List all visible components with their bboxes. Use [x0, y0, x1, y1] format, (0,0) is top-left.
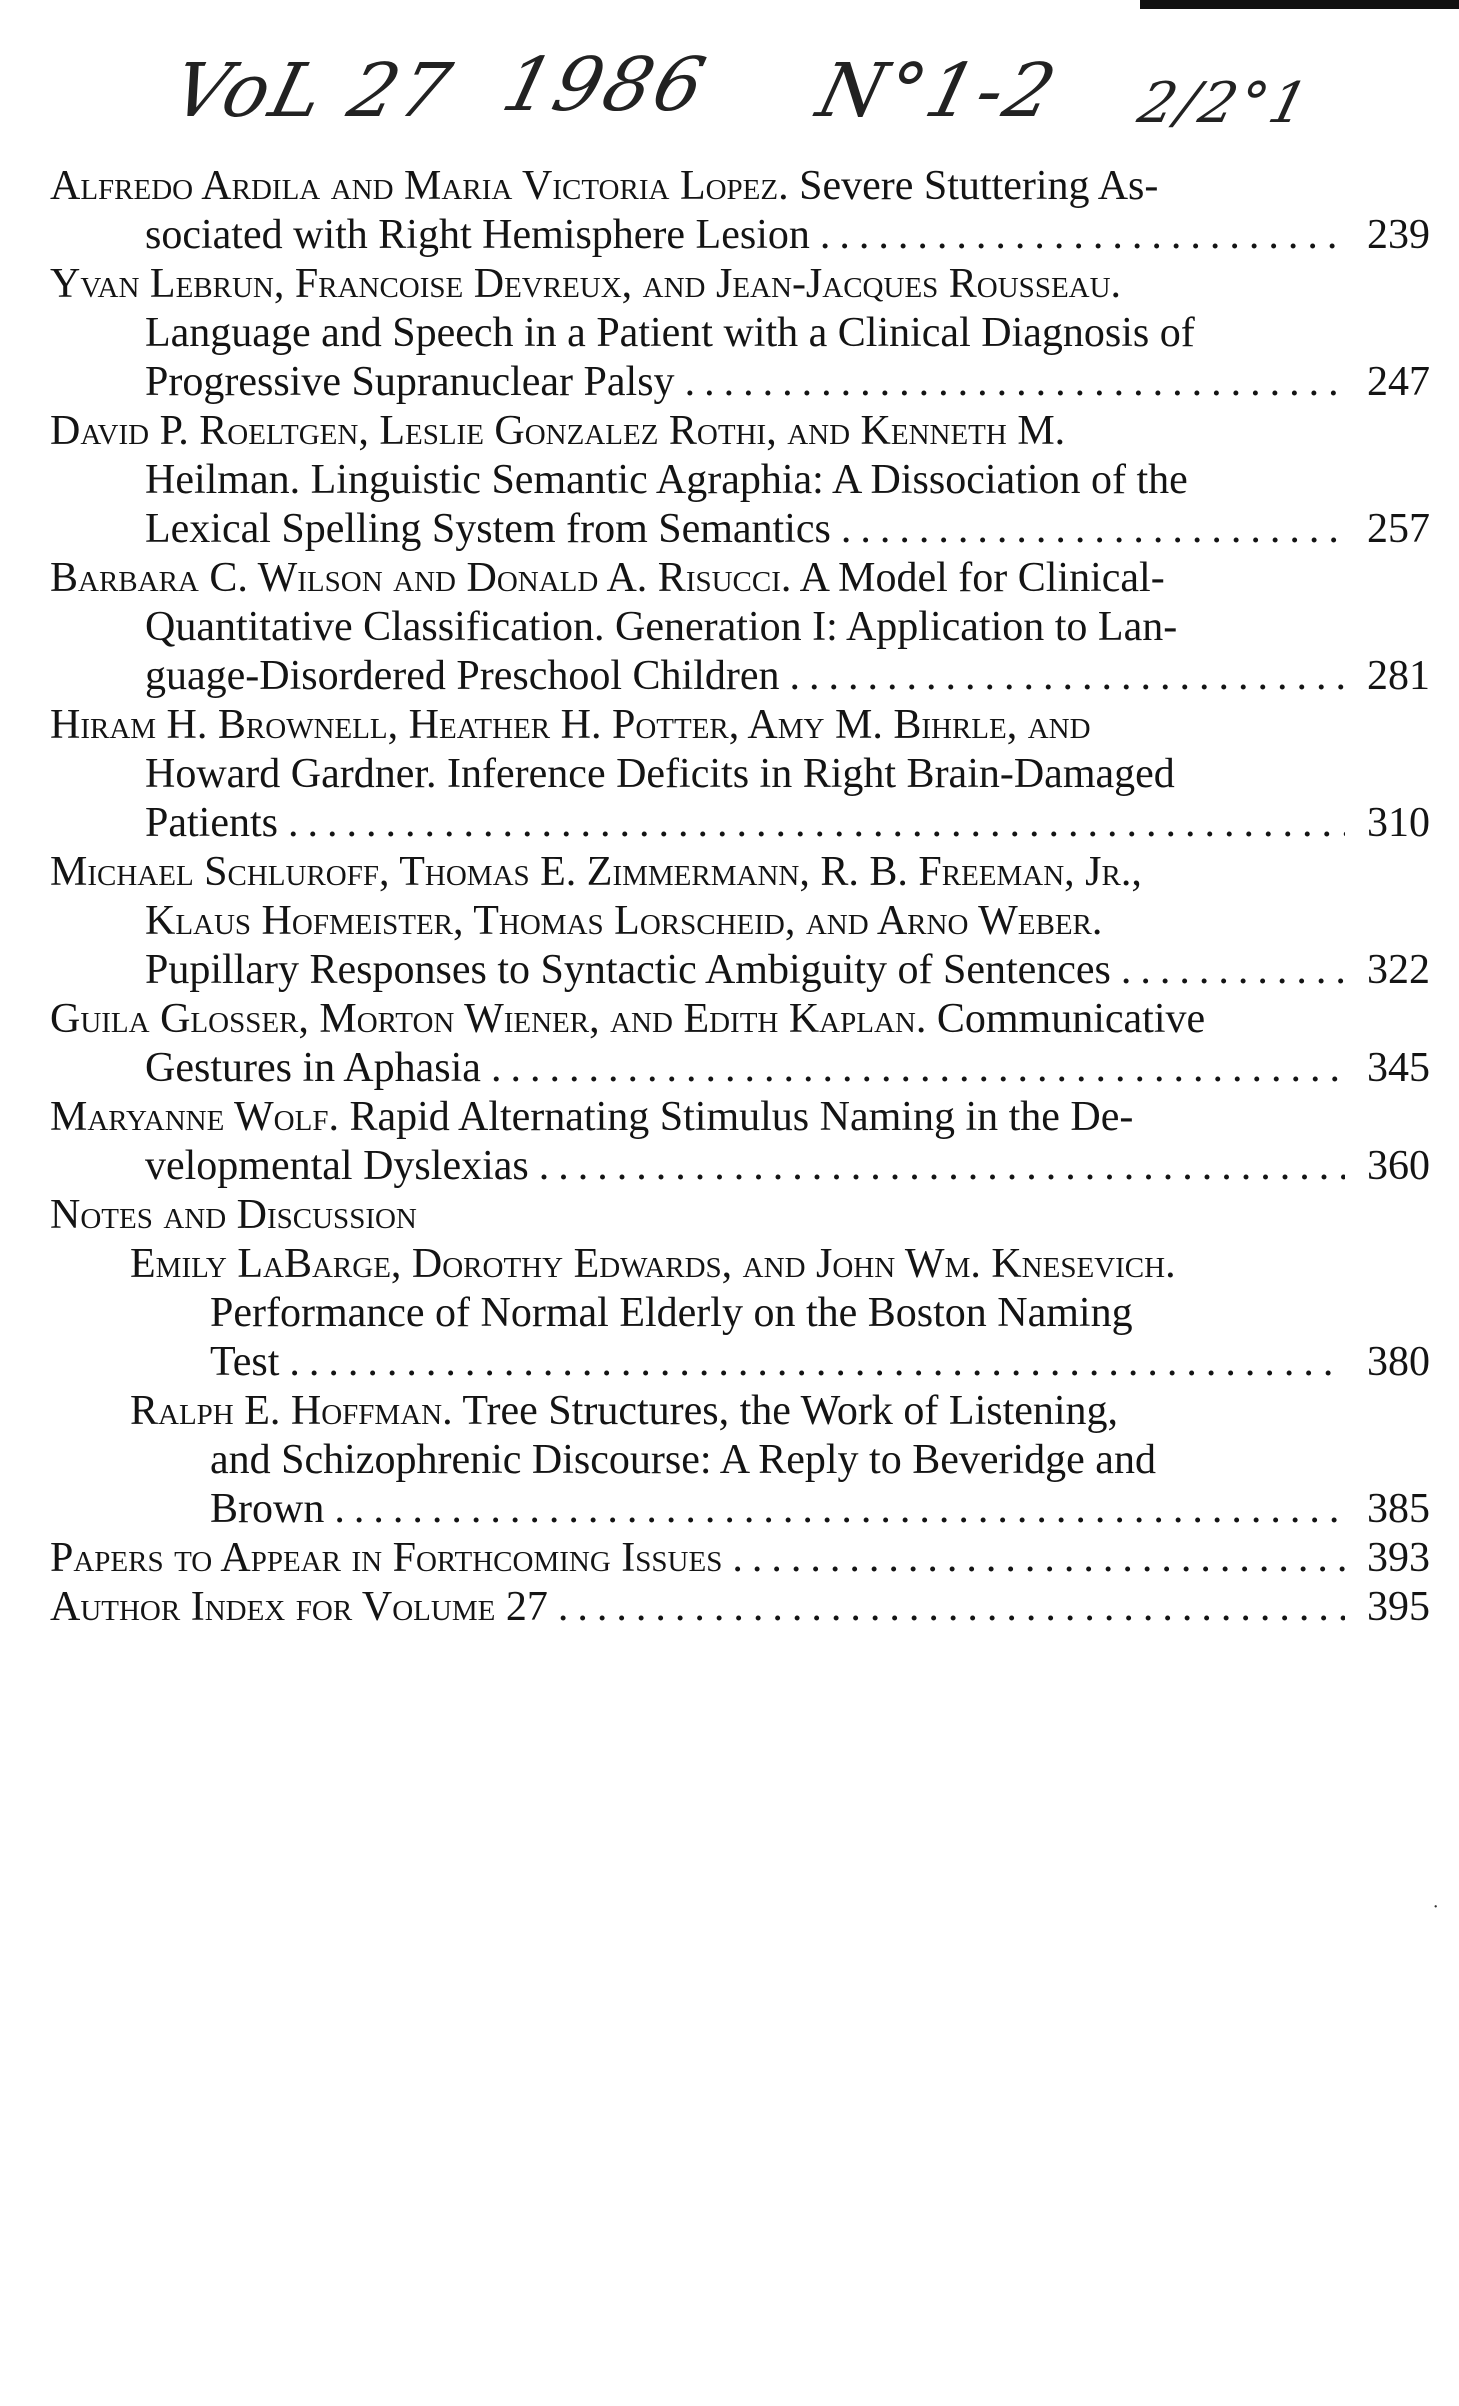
entry-title-end: Patients [145, 800, 278, 846]
dot-leader [558, 1583, 1345, 1632]
dot-leader [841, 505, 1345, 554]
entry-title-end: sociated with Right Hemisphere Lesion [145, 212, 810, 258]
page-number: 380 [1367, 1339, 1430, 1385]
entry-title: Language and Speech in a Patient with a Clinical Diagnosis of [145, 310, 1195, 356]
page-number: 345 [1367, 1045, 1430, 1091]
dot-leader [790, 652, 1346, 701]
page-number: 322 [1367, 947, 1430, 993]
entry-title: Tree Structures, the Work of Listening, [462, 1388, 1119, 1434]
entry-authors: Michael Schluroff, Thomas E. Zimmermann, R. B. Freeman, Jr., [50, 849, 1142, 895]
entry-title: Heilman. Linguistic Semantic Agraphia: A Dissociation of the [145, 457, 1188, 503]
entry-title-end: Progressive Supranuclear Palsy [145, 359, 675, 405]
page-number: 247 [1367, 359, 1430, 405]
toc-entry-brownell[interactable] [50, 701, 1430, 848]
notes-section-heading [50, 1191, 1430, 1240]
entry-authors: Guila Glosser, Morton Wiener, and Edith Kaplan. [50, 996, 927, 1042]
page-number: 257 [1367, 506, 1430, 552]
entry-authors: Barbara C. Wilson and Donald A. Risucci. [50, 555, 792, 601]
entry-authors: Ralph E. Hoffman. [130, 1388, 453, 1434]
entry-title: Severe Stuttering As- [799, 163, 1159, 209]
top-edge-rule [1140, 0, 1459, 9]
dot-leader [1121, 946, 1345, 995]
entry-authors-continued: Klaus Hofmeister, Thomas Lorscheid, and Arno Weber. [145, 898, 1103, 944]
entry-authors: David P. Roeltgen, Leslie Gonzalez Rothi, and Kenneth M. [50, 408, 1066, 454]
entry-authors: Yvan Lebrun, Francoise Devreux, and Jean-Jacques Rousseau. [50, 261, 1122, 307]
page-number: 310 [1367, 800, 1430, 846]
entry-title-end: Brown [210, 1486, 325, 1532]
handwritten-year: 1986 [494, 42, 717, 128]
entry-title-end: guage-Disordered Preschool Children [145, 653, 780, 699]
page-number: 281 [1367, 653, 1430, 699]
entry-title-end: Pupillary Responses to Syntactic Ambiguity of Sentences [145, 947, 1111, 993]
dot-leader [288, 799, 1345, 848]
dot-leader [289, 1338, 1345, 1387]
entry-title-end: Lexical Spelling System from Semantics [145, 506, 831, 552]
entry-authors: Emily LaBarge, Dorothy Edwards, and John Wm. Knesevich. [130, 1241, 1176, 1287]
handwritten-issue: N°1-2 [809, 48, 1067, 134]
entry-authors: Hiram H. Brownell, Heather H. Potter, Amy M. Bihrle, and [50, 702, 1091, 748]
dot-leader [685, 358, 1345, 407]
entry-label: Author Index for Volume 27 [50, 1584, 548, 1630]
entry-authors: Maryanne Wolf. [50, 1094, 339, 1140]
toc-entry-roeltgen[interactable] [50, 407, 1430, 554]
entry-title-end: Test [210, 1339, 280, 1385]
entry-title-end: velopmental Dyslexias [145, 1143, 529, 1189]
dot-leader [732, 1534, 1345, 1583]
page-number: 239 [1367, 212, 1430, 258]
toc-entry-hoffman[interactable] [50, 1387, 1430, 1534]
dot-leader [820, 211, 1345, 260]
entry-title: Howard Gardner. Inference Deficits in Right Brain-Damaged [145, 751, 1175, 797]
entry-title: Rapid Alternating Stimulus Naming in the De- [349, 1094, 1134, 1140]
page-number: 395 [1367, 1584, 1430, 1630]
handwritten-annotation [164, 30, 1317, 180]
dot-leader [334, 1485, 1345, 1534]
toc-entry-schluroff[interactable] [50, 848, 1430, 995]
toc-entry-wolf[interactable] [50, 1093, 1430, 1191]
page-number: 385 [1367, 1486, 1430, 1532]
toc-entry-ardila[interactable] [50, 162, 1430, 260]
handwritten-corner-note: 2/2°1 [1132, 71, 1317, 136]
entry-title: Communicative [936, 996, 1206, 1042]
toc-entry-glosser[interactable] [50, 995, 1430, 1093]
entry-title-middle: and Schizophrenic Discourse: A Reply to Beveridge and [210, 1437, 1156, 1483]
dot-leader [491, 1044, 1345, 1093]
toc-entry-wilson[interactable] [50, 554, 1430, 701]
entry-title: A Model for Clinical- [799, 555, 1165, 601]
entry-title-end: Gestures in Aphasia [145, 1045, 481, 1091]
entry-label: Papers to Appear in Forthcoming Issues [50, 1535, 723, 1581]
toc-entry-forthcoming[interactable] [50, 1534, 1430, 1583]
dot-leader [539, 1142, 1345, 1191]
entry-title-middle: Quantitative Classification. Generation I: Application to Lan- [145, 604, 1178, 650]
page-number: 393 [1367, 1535, 1430, 1581]
section-heading: Notes and Discussion [50, 1192, 417, 1238]
table-of-contents [50, 162, 1430, 1632]
scan-speck-mark: ˙ [1432, 1900, 1440, 1925]
entry-title: Performance of Normal Elderly on the Boston Naming [210, 1290, 1133, 1336]
handwritten-volume: VoL 27 [164, 48, 462, 134]
page-number: 360 [1367, 1143, 1430, 1189]
entry-authors: Alfredo Ardila and Maria Victoria Lopez. [50, 163, 789, 209]
toc-entry-lebrun[interactable] [50, 260, 1430, 407]
toc-entry-labarge[interactable] [50, 1240, 1430, 1387]
toc-entry-author-index[interactable] [50, 1583, 1430, 1632]
